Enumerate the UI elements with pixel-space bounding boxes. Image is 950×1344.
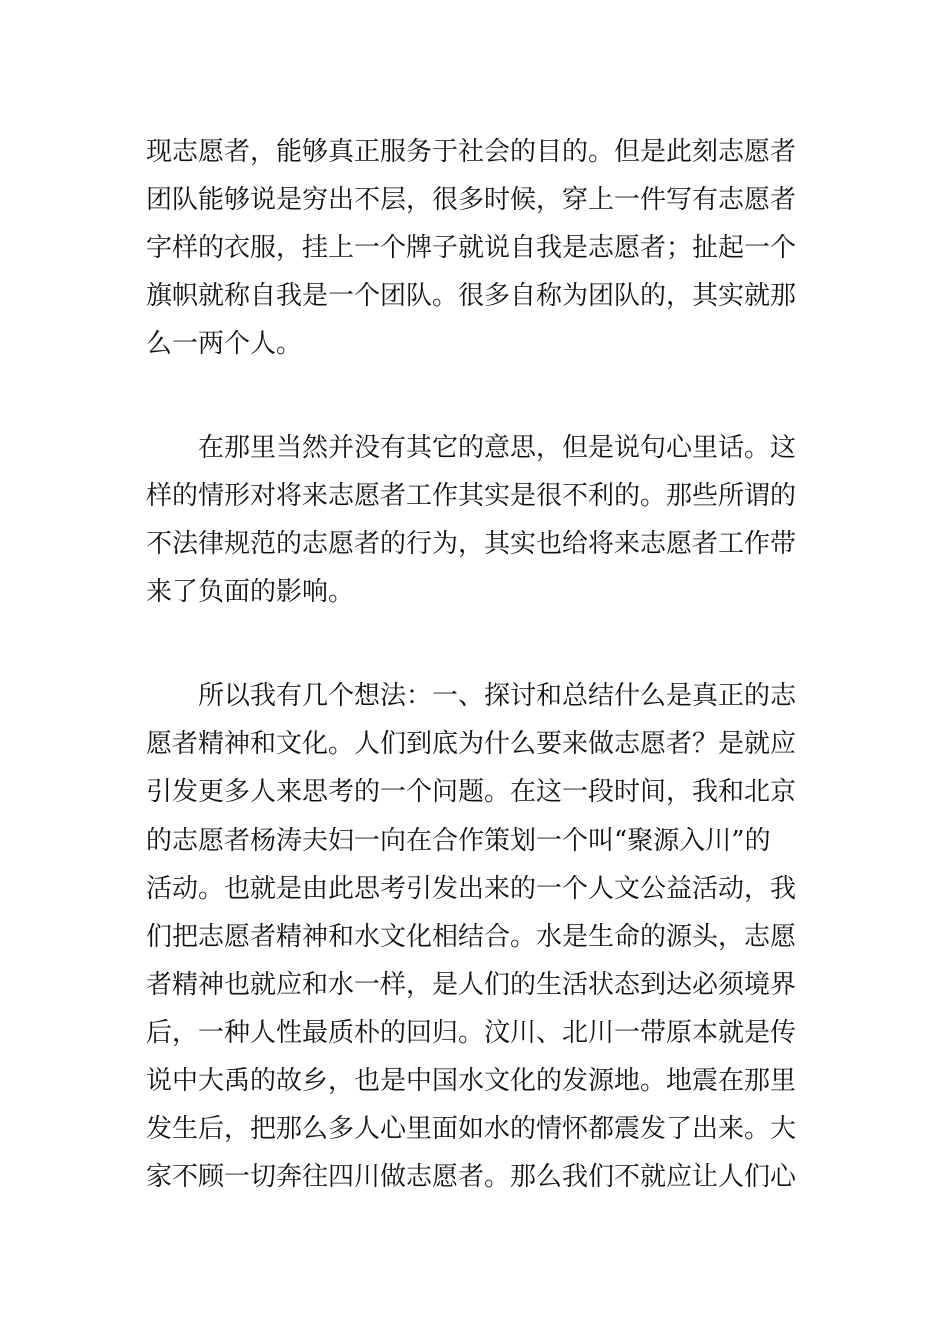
text-line: 家不顾一切奔往四川做志愿者。那么我们不就应让人们心 <box>146 1162 797 1192</box>
text-line: 所以我有几个想法：一、探讨和总结什么是真正的志 <box>198 681 797 711</box>
text-line: 字样的衣服，挂上一个牌子就说自我是志愿者；扯起一个 <box>146 233 797 263</box>
text-line: 现志愿者，能够真正服务于社会的目的。但是此刻志愿者 <box>146 137 797 167</box>
text-line: 旗帜就称自我是一个团队。很多自称为团队的，其实就那 <box>146 281 797 311</box>
text-line: 在那里当然并没有其它的意思，但是说句心里话。这 <box>198 433 797 463</box>
text-line: 愿者精神和文化。人们到底为什么要来做志愿者？是就应 <box>146 729 797 759</box>
text-line: 后，一种人性最质朴的回归。汶川、北川一带原本就是传 <box>146 1018 797 1048</box>
text-line: 发生后，把那么多人心里面如水的情怀都震发了出来。大 <box>146 1114 797 1144</box>
text-line: 活动。也就是由此思考引发出来的一个人文公益活动，我 <box>146 874 797 904</box>
text-line: 者精神也就应和水一样，是人们的生活状态到达必须境界 <box>146 970 797 1000</box>
text-line: 们把志愿者精神和水文化相结合。水是生命的源头，志愿 <box>146 922 797 952</box>
text-line: 来了负面的影响。 <box>146 577 355 607</box>
text-line: 么一两个人。 <box>146 329 303 359</box>
text-line: 说中大禹的故乡，也是中国水文化的发源地。地震在那里 <box>146 1066 797 1096</box>
text-line: 不法律规范的志愿者的行为，其实也给将来志愿者工作带 <box>146 529 797 559</box>
text-line: 团队能够说是穷出不层，很多时候，穿上一件写有志愿者 <box>146 185 797 215</box>
text-line: 样的情形对将来志愿者工作其实是很不利的。那些所谓的 <box>146 481 797 511</box>
text-line: 引发更多人来思考的一个问题。在这一段时间，我和北京 <box>146 777 797 807</box>
text-line: 的志愿者杨涛夫妇一向在合作策划一个叫“聚源入川”的 <box>146 826 771 856</box>
